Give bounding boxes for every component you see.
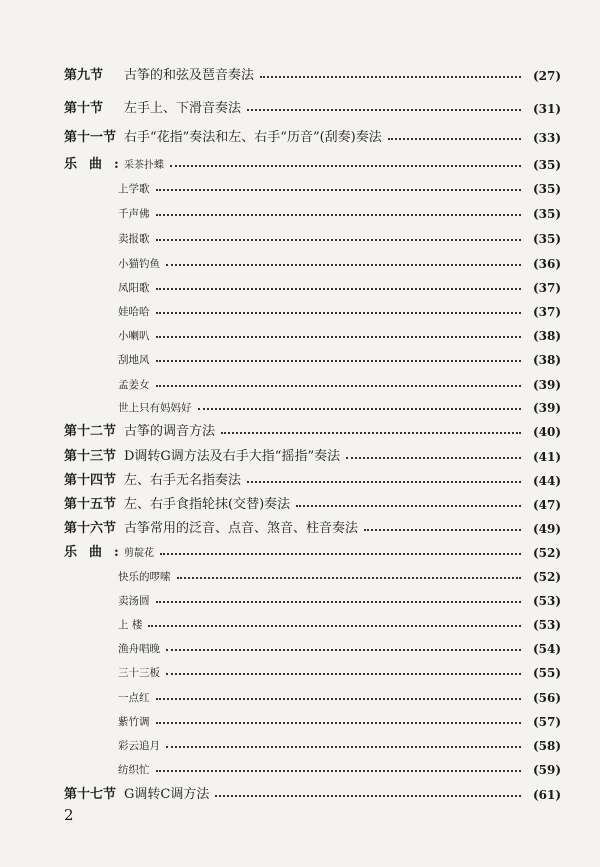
toc-title: 古筝的调音方法 — [124, 424, 216, 439]
dot-leader — [364, 528, 521, 531]
toc-page-number: (33) — [532, 131, 561, 145]
toc-title: 渔舟唱晚 — [118, 643, 160, 655]
toc-page-number: (41) — [532, 450, 561, 464]
toc-title: 纺织忙 — [118, 764, 150, 776]
toc-title: 三十三板 — [118, 667, 160, 679]
toc-page-number: (55) — [532, 666, 561, 680]
toc-title: 剪靛花 — [124, 548, 154, 559]
toc-entry — [118, 660, 561, 680]
toc-section-number: 第十一节 — [64, 130, 117, 145]
toc-section-number: 第九节 — [64, 68, 104, 83]
dot-leader — [148, 624, 521, 627]
toc-title: 娃哈哈 — [118, 306, 150, 318]
toc-entry — [118, 564, 561, 584]
toc-page-number: (53) — [532, 618, 561, 632]
toc-page-number: (35) — [532, 182, 561, 196]
toc-title: 小猫钓鱼 — [118, 258, 160, 270]
toc-entry — [118, 685, 561, 705]
dot-leader — [198, 407, 522, 410]
toc-title: 千声佛 — [118, 208, 150, 220]
toc-entry — [118, 757, 561, 777]
toc-page-number: (49) — [532, 522, 561, 536]
toc-title: 一点红 — [118, 692, 150, 704]
dot-leader — [166, 745, 521, 748]
dot-leader — [156, 311, 522, 314]
toc-page-number: (36) — [532, 257, 561, 271]
dot-leader — [156, 600, 522, 603]
toc-section-number: 第十三节 — [64, 449, 117, 464]
toc-title: 刮地风 — [118, 354, 150, 366]
dot-leader — [156, 287, 522, 290]
toc-section-number: 第十六节 — [64, 521, 117, 536]
toc-title: 卖汤圆 — [118, 595, 150, 607]
toc-title: 紫竹调 — [118, 716, 150, 728]
toc-entry — [118, 201, 561, 221]
toc-entry — [64, 152, 561, 172]
toc-piece-heading: 乐曲: — [64, 157, 131, 172]
dot-leader — [166, 648, 521, 651]
dot-leader — [388, 137, 521, 140]
toc-section-number: 第十节 — [64, 101, 104, 116]
toc-section-number: 第十二节 — [64, 424, 117, 439]
toc-title: 小喇叭 — [118, 330, 150, 342]
toc-entry — [118, 395, 561, 415]
toc-page-number: (54) — [532, 642, 561, 656]
dot-leader — [247, 108, 521, 111]
toc-entry — [118, 636, 561, 656]
dot-leader — [156, 721, 522, 724]
toc-title: 彩云追月 — [118, 740, 160, 752]
dot-leader — [296, 504, 521, 507]
toc-section-number: 第十七节 — [64, 787, 117, 802]
toc-entry — [64, 492, 561, 512]
toc-entry — [118, 588, 561, 608]
toc-entry — [118, 372, 561, 392]
toc-page-number: (53) — [532, 594, 561, 608]
toc-title: 左、右手无名指奏法 — [124, 473, 242, 488]
toc-page-number: (58) — [532, 739, 561, 753]
toc-entry — [118, 323, 561, 343]
toc-page-number: (39) — [532, 378, 561, 392]
toc-title: 左、右手食指轮抹(交替)奏法 — [124, 497, 291, 512]
dot-leader — [166, 263, 521, 266]
toc-entry — [118, 299, 561, 319]
toc-title: 卖报歌 — [118, 233, 150, 245]
toc-page-number: (35) — [532, 207, 561, 221]
toc-title: 采茶扑蝶 — [124, 160, 164, 171]
toc-page-number: (35) — [532, 232, 561, 246]
toc-piece-heading: 乐曲: — [64, 545, 131, 560]
toc-page-number: (52) — [532, 546, 561, 560]
dot-leader — [346, 456, 521, 459]
toc-entry — [64, 125, 561, 145]
dot-leader — [260, 75, 521, 78]
toc-title: 孟姜女 — [118, 379, 150, 391]
toc-page-number: (39) — [532, 401, 561, 415]
dot-leader — [177, 576, 522, 579]
toc-entry — [64, 63, 561, 83]
dot-leader — [215, 794, 521, 797]
toc-title: G调转C调方法 — [124, 787, 210, 802]
toc-entry — [118, 226, 561, 246]
dot-leader — [166, 672, 521, 675]
toc-entry — [64, 540, 561, 560]
toc-page-number: (37) — [532, 305, 561, 319]
toc-title: 古筝的和弦及琶音奏法 — [124, 68, 255, 83]
toc-entry — [64, 516, 561, 536]
toc-title: 上学歌 — [118, 183, 150, 195]
dot-leader — [156, 697, 522, 700]
toc-title: 左手上、下滑音奏法 — [124, 101, 242, 116]
toc-section-number: 第十五节 — [64, 497, 117, 512]
toc-section-number: 第十四节 — [64, 473, 117, 488]
dot-leader — [221, 431, 521, 434]
toc-entry — [64, 468, 561, 488]
toc-page-number: (40) — [532, 425, 561, 439]
toc-entry — [118, 612, 561, 632]
dot-leader — [156, 769, 522, 772]
toc-page-number: (52) — [532, 570, 561, 584]
toc-title: 世上只有妈妈好 — [118, 402, 192, 414]
page-number: 2 — [64, 806, 74, 824]
toc-page-number: (38) — [532, 329, 561, 343]
dot-leader — [156, 238, 522, 241]
toc-entry — [118, 347, 561, 367]
dot-leader — [247, 480, 521, 483]
toc-page-number: (57) — [532, 715, 561, 729]
toc-page-number: (35) — [532, 158, 561, 172]
toc-entry — [118, 176, 561, 196]
dot-leader — [170, 164, 521, 167]
dot-leader — [156, 359, 522, 362]
toc-title: 快乐的啰嗦 — [118, 571, 171, 583]
toc-title: D调转G调方法及右手大指“摇指”奏法 — [124, 449, 341, 464]
toc-page-number: (61) — [532, 788, 561, 802]
toc-page-number: (38) — [532, 353, 561, 367]
toc-title: 右手“花指”奏法和左、右手“历音”(刮奏)奏法 — [124, 130, 382, 145]
toc-entry — [118, 733, 561, 753]
toc-page-number: (59) — [532, 763, 561, 777]
dot-leader — [156, 188, 522, 191]
toc-entry — [64, 444, 561, 464]
toc-page-number: (31) — [532, 102, 561, 116]
toc-entry — [64, 96, 561, 116]
toc-title: 上 楼 — [118, 619, 143, 631]
toc-entry — [118, 251, 561, 271]
dot-leader — [160, 552, 521, 555]
toc-title: 凤阳歌 — [118, 282, 150, 294]
toc-entry — [118, 275, 561, 295]
toc-page-number: (27) — [532, 69, 561, 83]
toc-title: 古筝常用的泛音、点音、煞音、柱音奏法 — [124, 521, 359, 536]
dot-leader — [156, 384, 522, 387]
toc-page-number: (47) — [532, 498, 561, 512]
toc-entry — [118, 709, 561, 729]
dot-leader — [156, 335, 522, 338]
toc-page-number: (56) — [532, 691, 561, 705]
toc-entry — [64, 782, 561, 802]
toc-page-number: (44) — [532, 474, 561, 488]
toc-entry — [64, 419, 561, 439]
toc-page-number: (37) — [532, 281, 561, 295]
dot-leader — [156, 213, 522, 216]
